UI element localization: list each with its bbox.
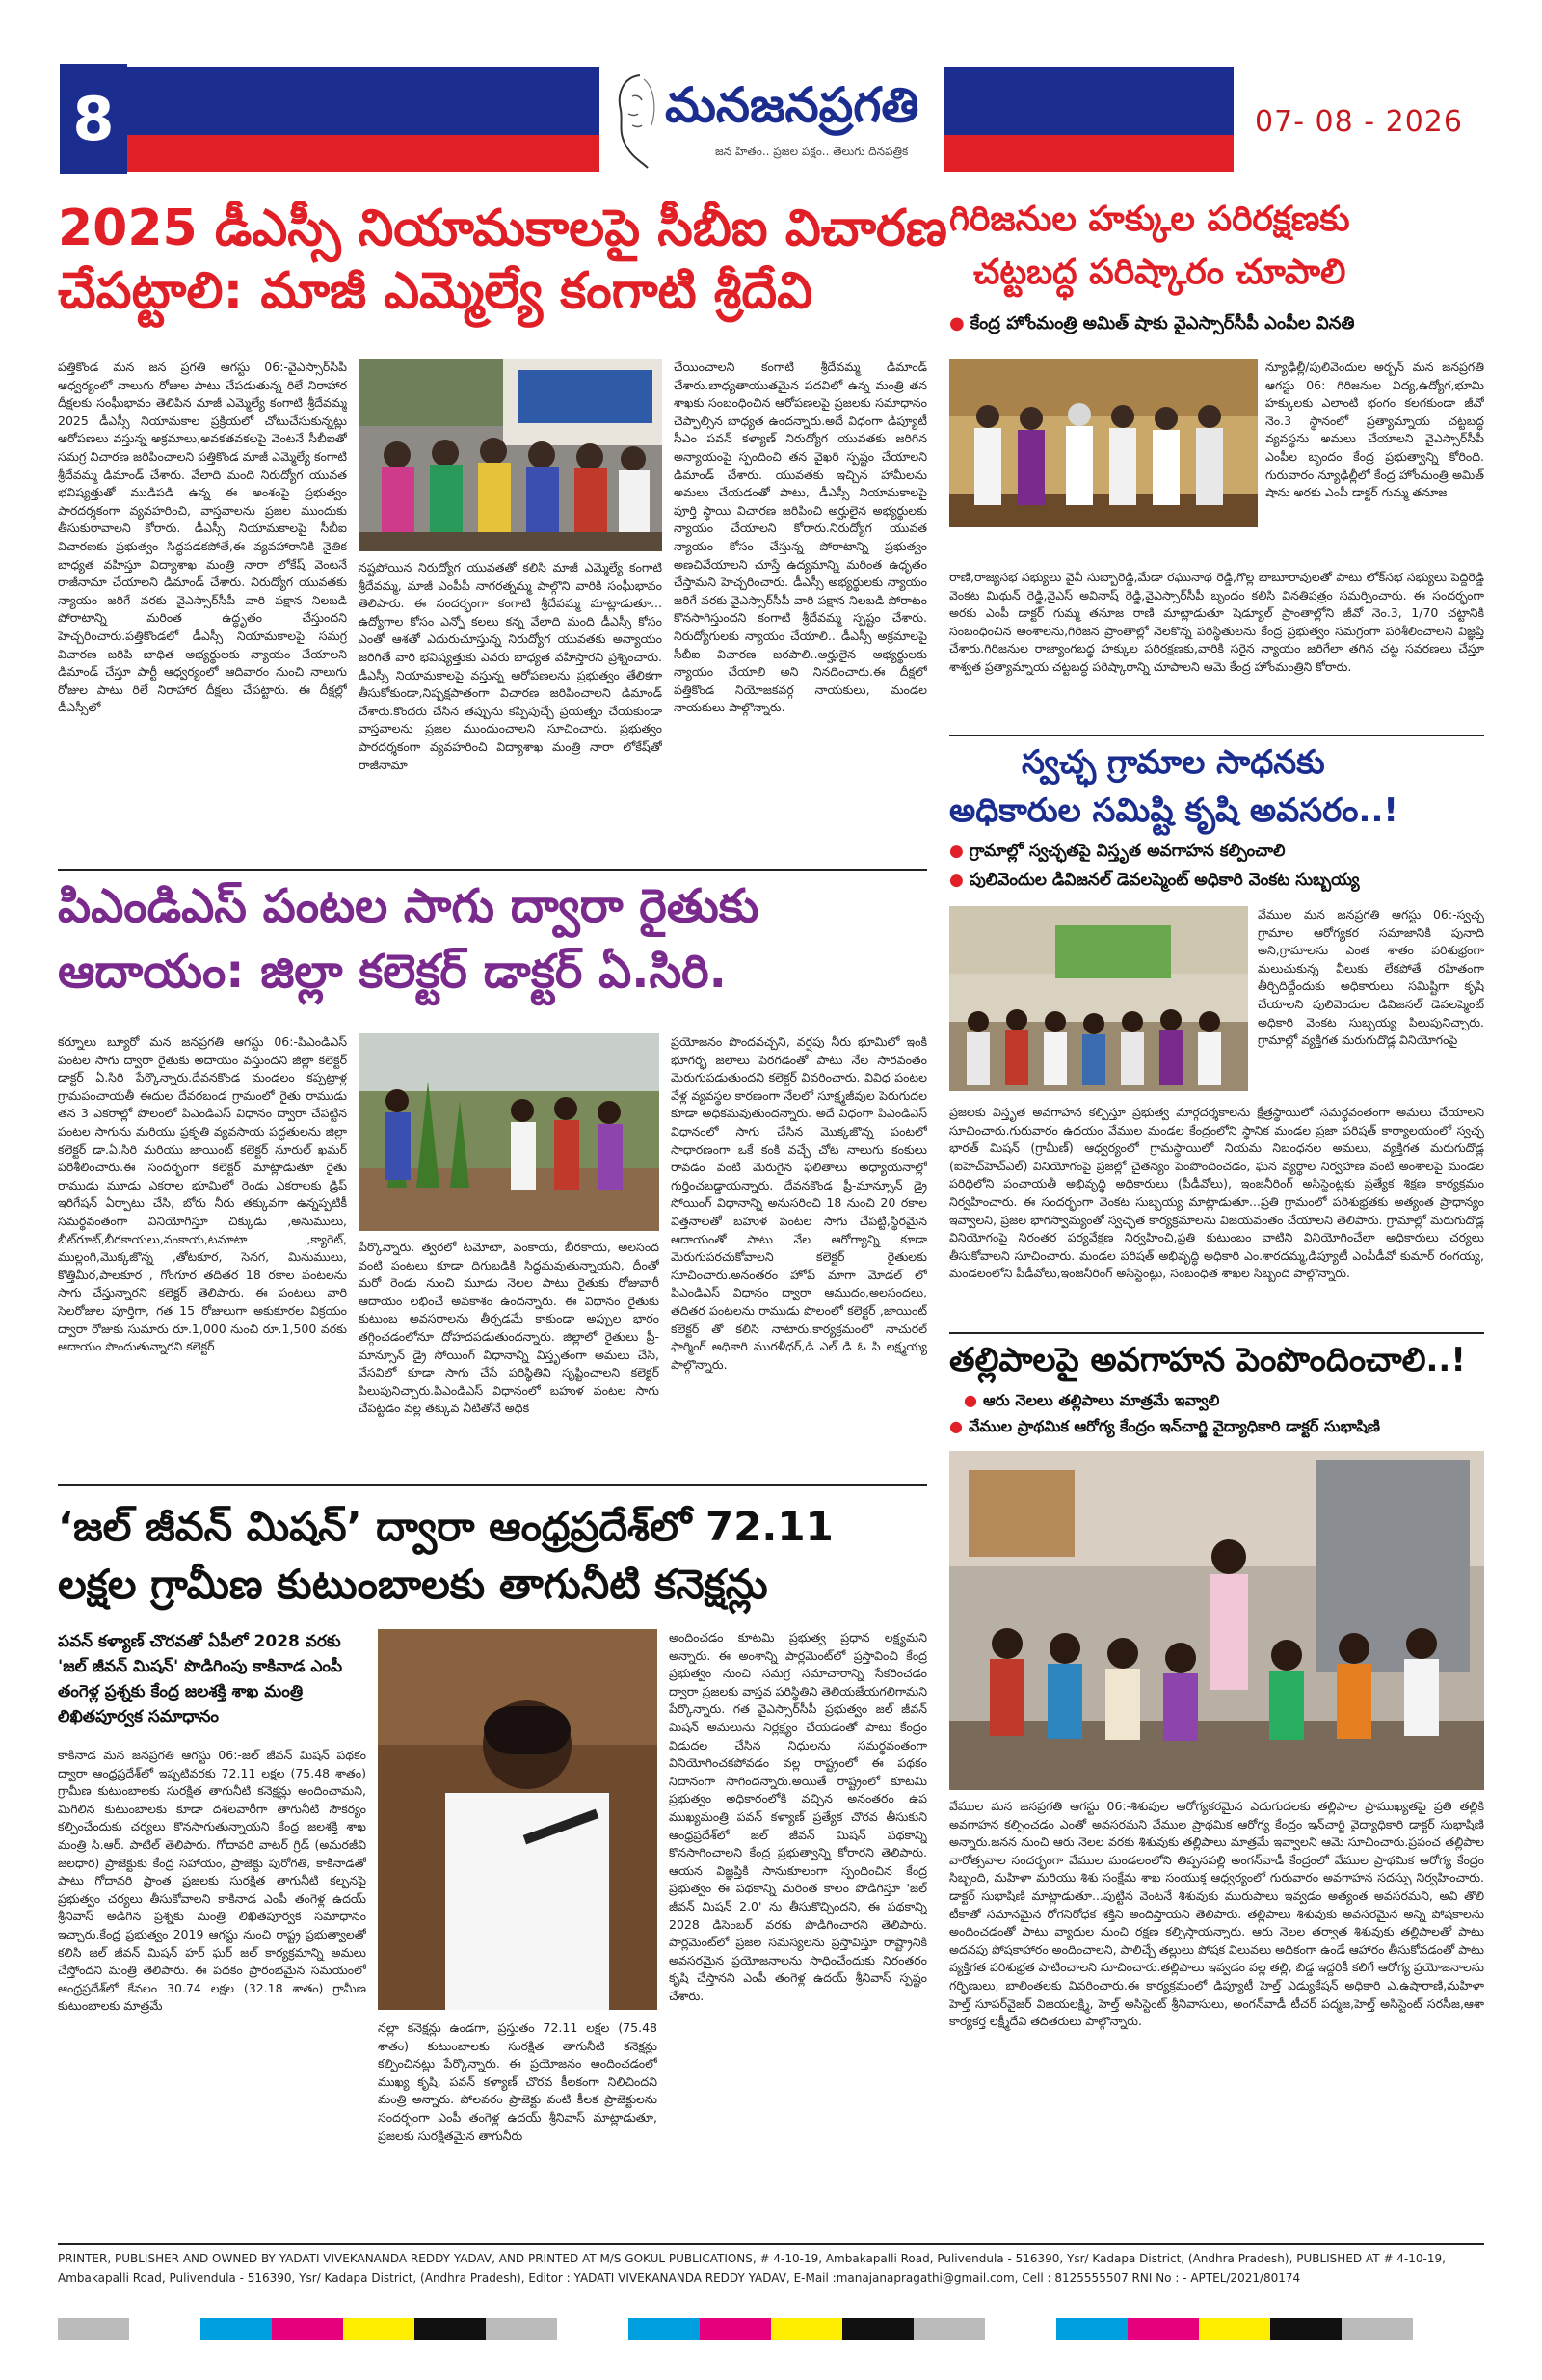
print-color-strip — [58, 2318, 1484, 2340]
story1-column-1: పత్తికొండ మన జన ప్రగతి ఆగస్టు 06:-వైఎస్సార్‌సీపీ ఆధ్వర్యంలో నాలుగు రోజుల పాటు చేపడుతున్న రిలే నిరాహార దీక్షలకు సంఘీభావం తెలిపిన మాజీ ఎమ్మెల్యే కంగాటి శ్రీదేవమ్మ 2025 డీఎస్సీ నియామకాల ప్రక్రియలో చోటుచేసుకున్నట్లు ఆరోపణలు వస్తున్న అక్రమాలు,అవకతవకలపై వెంటనే సీబీఐతో సమగ్ర విచారణ జరిపించాలని పత్తికొండ మాజీ ఎమ్మెల్యే కంగాటి శ్రీదేవమ్మ డిమాండ్ చేశారు. వేలాది మంది నిరుద్యోగ యువత భవిష్యత్తుతో ముడిపడి ఉన్న ఈ అంశంపై ప్రభుత్వం పారదర్శకంగా వ్యవహరించి, వాస్తవాలను ప్రజల ముందుకు తీసుకురావాలని కోరారు. డీఎస్సీ నియామకాలపై సీబీఐ విచారణకు ప్రభుత్వం సిద్ధపడకపోతే,ఈ వ్యవహారానికి నైతిక బాధ్యత వహిస్తూ విద్యాశాఖ మంత్రి నారా లోకేష్ వెంటనే రాజీనామా చేయాలని డిమాండ్ చేశారు. నిరుద్యోగ యువతకు న్యాయం జరిగే వరకు వైఎస్సార్‌సీపీ వారి పక్షాన నిలబడి పోరాటాన్ని మరింత ఉద్ధృతం చేస్తుందని హెచ్చరించారు.పత్తికొండలో డీఎస్సీ నియామకాలపై సమగ్ర విచారణ జరిపి బాధిత అభ్యర్థులకు న్యాయం చేయాలని డిమాండ్ చేస్తూ పార్టీ ఆధ్వర్యంలో ఆదివారం నుంచి నాలుగు రోజుల పాటు రిలే నిరాహార దీక్షలు చేపట్టారు. ఈ దీక్షల్లో డీఎస్సీలో — [58, 360, 347, 715]
story1-column-3: చేయించాలని కంగాటి శ్రీదేవమ్మ డిమాండ్ చేశారు.బాధ్యతాయుతమైన పదవిలో ఉన్న మంత్రి తన శాఖకు సంబంధించిన ఆరోపణలపై ప్రజలకు సమాధానం చెప్పాల్సిన బాధ్యత ఉందన్నారు.అదే విధంగా డిప్యూటీ సీఎం పవన్ కళ్యాణ్ నిరుద్యోగ యువతకు జరిగిన అన్యాయంపై స్పందించి తన వైఖరి స్పష్టం చేయాలని డిమాండ్ చేశారు. యువతకు ఇచ్చిన హామీలను అమలు చేయడంతో పాటు, డీఎస్సీ నియామకాలపై పూర్తి స్థాయి విచారణ జరిపించి అర్హులైన అభ్యర్థులకు న్యాయం చేయాలని కోరారు.నిరుద్యోగ యువత న్యాయం కోసం చేస్తున్న పోరాటాన్ని ప్రభుత్వం అణచివేయాలని చూస్తే ఉద్యమాన్ని మరింత ఉధృతం చేస్తామని హెచ్చరించారు. డీఎస్సీ అభ్యర్థులకు న్యాయం జరిగే వరకు వైఎస్సార్‌సీపీ వారి పక్షాన నిలబడి పోరాటం కొనసాగిస్తుందని కంగాటి శ్రీదేవమ్మ స్పష్టం చేశారు. నిరుద్యోగులకు న్యాయం చేయాలి.. డీఎస్సీ అక్రమాలపై సీబీఐ విచారణ జరపాలి..అర్హులైన అభ్యర్థులకు న్యాయం చేయాలి అని నినదించారు.ఈ దీక్షలో పత్తికొండ నియోజకవర్గ నాయకులు, మండల నాయకులు పాల్గొన్నారు. — [674, 360, 927, 715]
story4-body-full: ప్రజలకు విస్తృత అవగాహన కల్పిస్తూ ప్రభుత్వ మార్గదర్శకాలను క్షేత్రస్థాయిలో సమర్థవంతంగా అమలు చేయాలని సూచించారు.గురువారం ఉదయం వేముల మండల కేంద్రంలోని స్థానిక మండల ప్రజా పరిషత్ కార్యాలయంలో స్వచ్ఛ భారత్ మిషన్ (గ్రామీణ్) ఆధ్వర్యంలో గ్రామస్థాయిలో నియమ నిబంధనల అమలు, వ్యక్తిగత మరుగుదొడ్ల (ఐహెచ్‌హెచ్‌ఎల్) వినియోగంపై ప్రజల్లో చైతన్యం పెంపొందించడం, ఘన వ్యర్థాల నిర్వహణ వంటి అంశాలపై మండల పరిధిలోని పంచాయతీ అభివృద్ధి అధికారులు (పీడీవోలు), ఇంజనీరింగ్ అసిస్టెంట్లకు ప్రత్యేక శిక్షణ కార్యక్రమం నిర్వహించారు. ఈ సందర్భంగా వెంకట సుబ్బయ్య మాట్లాడుతూ...ప్రతి గ్రామంలో పరిశుభ్రతకు అత్యంత ప్రాధాన్యం ఇవ్వాలని, ప్రజల భాగస్వామ్యంతో స్వచ్ఛత కార్యక్రమాలను విజయవంతం చేయాలని తెలిపారు. గ్రామాల్లో మరుగుదొడ్ల వినియోగంపై నిరంతర పర్యవేక్షణ నిర్వహించి,ప్రతి కుటుంబం వాటిని వినియోగించేలా అధికారులు చర్యలు తీసుకోవాలని సూచించారు. మండల పరిషత్ అభివృద్ధి అధికారి ఎం.శారదమ్మ,డిప్యూటీ ఎంపీడీవో కుమార్ రంగయ్య, మండలంలోని పీడీవోలు,ఇంజనీరింగ్ అసిస్టెంట్లు, సంబంధిత శాఖల సిబ్బంది పాల్గొన్నారు. — [949, 1105, 1484, 1281]
story4-column-right: వేముల మన జనప్రగతి ఆగస్టు 06:-స్వచ్ఛ గ్రామాల ఆరోగ్యకర సమాజానికి పునాది అని,గ్రామాలను ఎంత శాతం పరిశుభ్రంగా మలుచుకున్న వీలుకు లేకపోతే రహితంగా తీర్చిదిద్దేందుకు అధికారులు సమిష్టిగా కృషి చేయాలని పులివెందుల డివిజనల్ డెవలప్మెంట్ అధికారి వెంకట సుబ్బయ్య పిలుపునిచ్చారు. గ్రామాల్లో వ్యక్తిగత మరుగుదొడ్ల వినియోగంపై — [1258, 907, 1484, 1048]
story2-body-full: రాణి,రాజ్యసభ సభ్యులు వైవీ సుబ్బారెడ్డి,మేడా రఘునాథ రెడ్డి,గొల్ల బాబూరావులతో పాటు లోక్‌సభ సభ్యులు పెద్దిరెడ్డి వెంకట మిథున్ రెడ్డి,వైఎస్ అవినాష్ రెడ్డి,వైఎస్సార్‌సీపీ బృందం కలిసి వినతిపత్రం సమర్పించారు. ఈ సందర్భంగా అరకు ఎంపీ డాక్టర్ గుమ్మ తనూజ రాణి మాట్లాడుతూ షెడ్యూల్ ప్రాంతాల్లోని జీవో నెం.3, 1/70 చట్టానికి సంబంధించిన అంశాలను,గిరిజన ప్రాంతాల్లో నెలకొన్న పరిస్థితులను కేంద్ర ప్రభుత్వం సమగ్రంగా పరిశీలించాలని విజ్ఞప్తి చేశారు.గిరిజనుల రాజ్యాంగబద్ధ హక్కుల పరిరక్షణకు,వారికి సరైన న్యాయం జరిగేలా తగిన చట్ట సవరణలు చేస్తూ శాశ్వత ప్రత్యామ్నాయ చట్టబద్ధ పరిష్కారాన్ని చూపాలని ఆమె కేంద్ర హోంమంత్రిని కోరారు. — [949, 570, 1484, 674]
divider — [949, 1332, 1484, 1334]
story2-column-right: న్యూఢిల్లీ/పులివెందుల అర్బన్ మన జనప్రగతి ఆగస్టు 06: గిరిజనుల విద్య,ఉద్యోగ,భూమి హక్కులకు ఎలాంటి భంగం కలగకుండా జీవో నెం.3 స్థానంలో ప్రత్యామ్నాయ చట్టబద్ధ వ్యవస్థను అమలు చేయాలని వైఎస్సార్‌సీపీ ఎంపీల బృందం కేంద్ర ప్రభుత్వాన్ని కోరింది. గురువారం న్యూఢిల్లీలో కేంద్ర హోంమంత్రి అమిత్ షాను అరకు ఎంపీ డాక్టర్ గుమ్మ తనూజ — [1265, 360, 1484, 500]
newspaper-logo — [599, 64, 944, 174]
story1-headline-line2: చేపట్టాలి: మాజీ ఎమ్మెల్యే కంగాటి శ్రీదేవి — [58, 262, 813, 320]
footer-rule — [58, 2243, 1484, 2245]
crop-field-inspection-photo-image — [359, 1033, 659, 1231]
story5-photo — [949, 1451, 1484, 1790]
breastfeeding-awareness-photo-image — [949, 1451, 1484, 1790]
story5-bullet-1: ● ఆరు నెలలు తల్లిపాలు మాత్రమే ఇవ్వాలి — [964, 1391, 1219, 1413]
story1-photo — [359, 359, 662, 551]
story4-headline-line1: స్వచ్ఛ గ్రామాల సాధనకు — [1022, 743, 1325, 782]
story3-column-2: పేర్కొన్నారు. త్వరలో టమోటా, వంకాయ, బీరకాయ, అలసంద వంటి పంటలు కూడా దిగుబడికి సిద్ధమవుతున్నాయని, దీంతో మరో రెండు నుంచి మూడు నెలల పాటు రైతుకు రోజువారీ ఆదాయం లభించే అవకాశం ఉందన్నారు. ఈ విధానం రైతుకు కుటుంబ అవసరాలను తీర్చడమే కాకుండా అప్పుల భారం తగ్గించడంలోనూ దోహదపడుతుందన్నారు. జిల్లాలో రైతులు ప్రీ-మాన్సూన్ డ్రై సోయింగ్ విధానాన్ని విస్తృతంగా అమలు చేసి, వేసవిలో కూడా సాగు చేసే పరిస్థితిని సృష్టించాలని కలెక్టర్ పిలుపునిచ్చారు.పిఎండిఎస్ విధానంలో బహుళ పంటల సాగు చేపట్టడం వల్ల తక్కువ నీటితోనే అధిక — [359, 1240, 659, 1416]
story5-body: వేముల మన జనప్రగతి ఆగస్టు 06:-శిశువుల ఆరోగ్యకరమైన ఎదుగుదలకు తల్లిపాల ప్రాముఖ్యతపై ప్రతి తల్లికి అవగాహన కల్పించడం ఎంతో అవసరమని వేముల ప్రాథమిక ఆరోగ్య కేంద్రం ఇన్‌చార్జి వైద్యాధికారి డాక్టర్ సుభాషిణి అన్నారు.జనన నుంచి ఆరు నెలల వరకు శిశువుకు తల్లిపాలు మాత్రమే ఇవ్వాలని ఆమె సూచించారు.ప్రపంచ తల్లిపాల వారోత్సవాల సందర్భంగా వేముల మండలంలోని తిప్పనపల్లి అంగన్‌వాడీ కేంద్రంలో వేముల ప్రాథమిక ఆరోగ్య కేంద్రం సిబ్బంది, మహిళా మరియు శిశు సంక్షేమ శాఖ సంయుక్త ఆధ్వర్యంలో గురువారం అవగాహన సదస్సు నిర్వహించారు. డాక్టర్ సుభాషిణి మాట్లాడుతూ...పుట్టిన వెంటనే శిశువుకు మురుపాలు ఇవ్వడం అత్యంత అవసరమని, అవి తొలి టీకాతో సమానమైన రోగనిరోధక శక్తిని అందిస్తాయని తెలిపారు. తల్లిపాలు శిశువుకు అవసరమైన అన్ని పోషకాలను అందించడంతో పాటు వ్యాధుల నుంచి రక్షణ కల్పిస్తాయన్నారు. ఆరు నెలల తర్వాత శిశువుకు తల్లిపాలతో పాటు అదనపు పోషకాహారం అందించాలని, పాలిచ్చే తల్లులు పోషక విలువలు అధికంగా ఉండే ఆహారం తీసుకోవడంతో పాటు వ్యక్తిగత పరిశుభ్రత పాటించాలని సూచించారు.తల్లిపాలు ఇవ్వడం వల్ల తల్లి, బిడ్డ ఇద్దరికీ కలిగే ఆరోగ్య ప్రయోజనాలను గర్భిణులు, బాలింతలకు వివరించారు.ఈ కార్యక్రమంలో డిప్యూటీ హెల్త్ ఎడ్యుకేషన్ అధికారి ఎ.ఉషారాణి,మహిళా హెల్త్ సూపర్‌వైజర్ విజయలక్ష్మి, హెల్త్ అసిస్టెంట్ శ్రీనివాసులు, అంగన్‌వాడీ టీచర్ పద్మజ,హెల్త్ అసిస్టెంట్ సరసీజ,ఆశా కార్యకర్త లక్ష్మీదేవి తదితరులు పాల్గొన్నారు. — [949, 1799, 1484, 2029]
story6-column-1: కాకినాడ మన జనప్రగతి ఆగస్టు 06:-జల్ జీవన్ మిషన్ పథకం ద్వారా ఆంధ్రప్రదేశ్‌లో ఇప్పటివరకు 72.11 లక్షల (75.48 శాతం) గ్రామీణ కుటుంబాలకు సురక్షిత తాగునీటి కనెక్షన్లు అందించామని, మిగిలిన కుటుంబాలకు కూడా దశలవారీగా తాగునీటి సౌకర్యం కల్పించేందుకు చర్యలు కొనసాగుతున్నాయని కేంద్ర జలశక్తి శాఖ మంత్రి సి.ఆర్. పాటిల్ తెలిపారు. గోదావరి వాటర్ గ్రిడ్ (అమరజీవి జలధార) ప్రాజెక్టుకు కేంద్ర సహాయం, ప్రాజెక్టు పురోగతి, కాకినాడతో పాటు గోదావరి ప్రాంత ప్రజలకు సురక్షిత తాగునీటి కల్పనపై ప్రభుత్వం చర్యలు తీసుకోవాలని కాకినాడ ఎంపీ తంగెళ్ల ఉదయ్ శ్రీనివాస్ అడిగిన ప్రశ్నకు మంత్రి లిఖితపూర్వక సమాధానం ఇచ్చారు.కేంద్ర ప్రభుత్వం 2019 ఆగస్టు నుంచి రాష్ట్ర ప్రభుత్వాలతో కలిసి జల్ జీవన్ మిషన్ హర్ ఘర్ జల్ కార్యక్రమాన్ని అమలు చేస్తోందని మంత్రి తెలిపారు. ఈ పథకం ప్రారంభమైన సమయంలో ఆంధ్రప్రదేశ్‌లో కేవలం 30.74 లక్షల (32.18 శాతం) గ్రామీణ కుటుంబాలకు మాత్రమే — [58, 1748, 366, 2014]
printer-imprint: PRINTER, PUBLISHER AND OWNED BY YADATI VIVEKANANDA REDDY YADAV, AND PRINTED AT M/S GOKUL PUBLICATIONS, # 4-10-19, Ambakapalli Road, Pulivendula - 516390, Ysr/ Kadapa District, (Andhra Pradesh), PUBLISHED AT # 4-10-19, Ambakapalli Road, Pulivendula - 516390, Ysr/ Kadapa District, (Andhra Pradesh), Editor : YADATI VIVEKANANDA REDDY YADAV, E-Mail :manajanapragathi@gmail.com, Cell : 8125555507 RNI No : - APTEL/2021/80174 — [58, 2252, 1446, 2285]
masthead — [0, 0, 1542, 183]
divider — [949, 735, 1484, 736]
story3-photo — [359, 1033, 659, 1231]
face-sketch-icon — [603, 67, 661, 170]
divider — [58, 869, 927, 871]
mp-parliament-speech-photo-image — [378, 1629, 657, 2010]
story2-bullet: ● కేంద్ర హోంమంత్రి అమిత్ షాకు వైఎస్సార్‌సీపీ ఎంపీల వినతి — [949, 313, 1354, 337]
story4-headline-line2: అధికారుల సమిష్టి కృషి అవసరం..! — [949, 791, 1398, 830]
ministers-meeting-photo-image — [949, 359, 1258, 527]
story6-headline-line1: ‘జల్ జీవన్ మిషన్’ ద్వారా ఆంధ్రప్రదేశ్‌లో 72.11 — [58, 1503, 834, 1550]
masthead-bar-blue-right — [944, 67, 1234, 135]
masthead-bar-blue-left — [127, 67, 599, 135]
story3-column-3: ప్రయోజనం పొందవచ్చని, వర్షపు నీరు భూమిలో ఇంకి భూగర్భ జలాలు పెరగడంతో పాటు నేల సారవంతం మెరుగుపడుతుందని కలెక్టర్ వివరించారు. వివిధ పంటల వేళ్ల వ్యవస్థల కారణంగా నేలలో సూక్ష్మజీవుల పెరుగుదల కూడా అధికమవుతుందన్నారు. అదే విధంగా పిఎండిఎస్ విధానంలో సాగు చేసిన మొక్కజొన్న పంటలో సాధారణంగా ఒకే కంకి వచ్చే చోట నాలుగు కంకులు రావడం వంటి మెరుగైన ఫలితాలు అధ్యాయనాల్లో గుర్తించబడ్డాయన్నారు. దేవనకొండ ప్రీ-మాన్సూన్ డ్రై సోయింగ్ విధానాన్ని అనుసరించి 18 నుంచి 20 రకాల విత్తనాలతో బహుళ పంటల సాగు చేపట్టి,స్థిరమైన ఆదాయంతో పాటు నేల ఆరోగ్యాన్ని కూడా మెరుగుపరచుకోవాలని కలెక్టర్ రైతులకు సూచించారు.అనంతరం హోప్ మాగా మోడల్ లో పిఎండిఎస్ విధానం ద్వారా ఆముదం,అలసందలు, తదితర పంటలను రాముడు పొలంలో కలెక్టర్ ,జాయింట్ కలెక్టర్ తో కలిసి నాటారు.కార్యక్రమంలో నాచురల్ ఫార్మింగ్ అధికారి మురళీధర్,డి ఎల్ డి ఓ పి లక్ష్మయ్య పాల్గొన్నారు. — [671, 1034, 927, 1372]
story4-bullet-1: ● గ్రామాల్లో స్వచ్ఛతపై విస్తృత అవగాహన కల్పించాలి — [949, 842, 1285, 865]
protest-photo-image — [359, 359, 662, 551]
story2-headline-line2: చట్టబద్ధ పరిష్కారం చూపాలి — [973, 253, 1346, 292]
story3-headline-line2: ఆదాయం: జిల్లా కలెక్టర్ డాక్టర్ ఏ.సిరి. — [58, 945, 727, 999]
story2-photo — [949, 359, 1258, 527]
story3-column-1: కర్నూలు బ్యూరో మన జనప్రగతి ఆగస్టు 06:-పిఎండిఎస్ పంటల సాగు ద్వారా రైతుకు అదాయం వస్తుందని జిల్లా కలెక్టర్ డాక్టర్ ఏ.సిరి పేర్కొన్నారు.దేవనకొండ మండలం కప్పట్రాళ్ల గ్రామపంచాయతీ ఈదుల దేవరబండ గ్రామంలో రైతు రాముడు తన 3 ఎకరాల్లో పొలంలో పిఎండిఎస్ విధానం ద్వారా చేపట్టిన పంటల సాగును మరియు ప్రకృతి వ్యవసాయ పద్ధతులను జిల్లా కలెక్టర్ డా.ఏ.సిరి మరియు జాయింట్ కలెక్టర్ నూరుల్ ఖమర్ పరిశీలించారు.ఈ సందర్భంగా కలెక్టర్ మాట్లాడుతూ రైతు రాముడు మూడు ఎకరాల భూమిలో రెండు ఎకరాలకు డ్రిప్ ఇరిగేషన్ ఏర్పాటు చేసి, బోరు నీరు తక్కువగా ఉన్నప్పటికీ సమర్థవంతంగా వినియోగిస్తూ చిక్కుడు ,అనుములు, బీట్‌రూట్,బీరకాయలు,వంకాయ,టమాటా ,క్యారెట్, ముల్లంగి,మొక్కజొన్న ,తోటకూర, సెనగ, మినుములు, కొత్తిమీర,పాలకూర , గోంగూర తదితర 18 రకాల పంటలను సాగు చేస్తున్నారని కలెక్టర్ తెలిపారు. ఈ పంటలు వారి సెలరోజుల పూర్తిగా, గత 15 రోజులుగా అకుకూరల విక్రయం ద్వారా రోజుకు సుమారు రూ.1,000 నుంచి రూ.1,500 వరకు ఆదాయం పొందుతున్నారని కలెక్టర్ — [58, 1034, 347, 1354]
story6-column-3: అందించడం కూటమి ప్రభుత్వ ప్రధాన లక్ష్యమని అన్నారు. ఈ అంశాన్ని పార్లమెంట్‌లో ప్రస్తావించి కేంద్ర ప్రభుత్వం నుంచి సమగ్ర సమాచారాన్ని సేకరించడం ద్వారా ప్రజలకు వాస్తవ పరిస్థితిని తెలియజేయగలిగామని పేర్కొన్నారు. గత వైఎస్సార్‌సీపీ ప్రభుత్వం జల్ జీవన్ మిషన్ అమలును నిర్లక్ష్యం చేయడంతో పాటు కేంద్రం విడుదల చేసిన నిధులను సమర్థవంతంగా వినియోగించకపోవడం వల్ల రాష్ట్రంలో ఈ పథకం నిదానంగా సాగిందన్నారు.అయితే రాష్ట్రంలో కూటమి ప్రభుత్వం అధికారంలోకి వచ్చిన అనంతరం ఉప ముఖ్యమంత్రి పవన్ కళ్యాణ్ ప్రత్యేక చొరవ తీసుకుని ఆంధ్రప్రదేశ్‌లో జల్ జీవన్ మిషన్ పథకాన్ని కొనసాగించాలని కేంద్ర ప్రభుత్వాన్ని కోరారని తెలిపారు. ఆయన విజ్ఞప్తికి సానుకూలంగా స్పందించిన కేంద్ర ప్రభుత్వం ఈ పథకాన్ని మరింత కాలం పొడిగిస్తూ 'జల్ జీవన్ మిషన్ 2.0' ను తీసుకొచ్చిందని, ఈ పథకాన్ని 2028 డిసెంబర్ వరకు పొడిగించారని తెలిపారు. పార్లమెంట్‌లో ప్రజల సమస్యలను ప్రస్తావిస్తూ రాష్ట్రానికి అవసరమైన ప్రయోజనాలను సాధించేందుకు నిరంతరం కృషి చేస్తానని ఎంపీ తంగెళ్ల ఉదయ్ శ్రీనివాస్ స్పష్టం చేశారు. — [669, 1630, 927, 2003]
story6-photo — [378, 1629, 657, 2010]
story6-column-2: నల్లా కనెక్షన్లు ఉండగా, ప్రస్తుతం 72.11 లక్షల (75.48 శాతం) కుటుంబాలకు సురక్షిత తాగునీటి కనెక్షన్లు కల్పించినట్లు పేర్కొన్నారు. ఈ ప్రయోజనం అందించడంలో ముఖ్య కృషి, పవన్ కళ్యాణ్ చొరవ కీలకంగా నిలిచిందని మంత్రి అన్నారు. పోలవరం ప్రాజెక్టు వంటి కీలక ప్రాజెక్టులను సందర్భంగా ఎంపీ తంగెళ్ల ఉదయ్ శ్రీనివాస్ మాట్లాడుతూ, ప్రజలకు సురక్షితమైన తాగునీరు — [378, 2020, 657, 2143]
story4-bullet-2: ● పులివెందుల డివిజనల్ డెవలప్మెంట్ అధికారి వెంకట సుబ్బయ్య — [949, 870, 1360, 894]
story5-headline: తల్లిపాలపై అవగాహన పెంపొందించాలి..! — [949, 1341, 1466, 1379]
story6-subhead: పవన్ కళ్యాణ్ చొరవతో ఏపీలో 2028 వరకు 'జల్ జీవన్ మిషన్' పొడిగింపు కాకినాడ ఎంపీ తంగెళ్ల ప్రశ్నకు కేంద్ర జలశక్తి శాఖ మంత్రి లిఖితపూర్వక సమాధానం — [58, 1632, 343, 1726]
page-number: 8 — [60, 64, 127, 174]
masthead-bar-red-left — [127, 135, 599, 172]
logo-tagline: జన హితం.. ప్రజల పక్షం.. తెలుగు దినపత్రిక — [715, 145, 909, 158]
issue-date: 07- 08 - 2026 — [1255, 104, 1463, 139]
story1-column-2: నష్టపోయిన నిరుద్యోగ యువతతో కలిసి మాజీ ఎమ్మెల్యే కంగాటి శ్రీదేవమ్మ, మాజీ ఎంపీపీ నాగరత్నమ్మ పాల్గొని వారికి సంఘీభావం తెలిపారు. ఈ సందర్భంగా కంగాటి శ్రీదేవమ్మ మాట్లాడుతూ... ఉద్యోగాల కోసం ఎన్నో కలలు కన్న వేలాది మంది డీఎస్సీ కోసం ఎంతో ఆశతో ఎదురుచూస్తున్న నిరుద్యోగ యువతకు అన్యాయం జరిగితే వారి భవిష్యత్తుకు ఎవరు బాధ్యత వహిస్తారని ప్రశ్నించారు. డీఎస్సీ నియామకాలపై వస్తున్న ఆరోపణలను ప్రభుత్వం తేలికగా తీసుకోకుండా,నిష్పక్షపాతంగా విచారణ జరిపించాలని డిమాండ్ చేశారు.కొందరు చేసిన తప్పును కప్పిపుచ్చే ప్రయత్నం చేయకుండా వాస్తవాలను ప్రజల ముందుంచాలని సూచించారు. ప్రభుత్వం పారదర్శకంగా వ్యవహరించి విద్యాశాఖ మంత్రి నారా లోకేష్‌తో రాజీనామా — [359, 560, 662, 772]
training-hall-photo-image — [949, 906, 1248, 1091]
story3-headline-line1: పిఎండిఎస్ పంటల సాగు ద్వారా రైతుకు — [58, 879, 759, 933]
story4-photo — [949, 906, 1248, 1091]
masthead-bar-red-right — [944, 135, 1234, 172]
story1-headline-line1: 2025 డీఎస్సీ నియామకాలపై సీబీఐ విచారణ — [58, 200, 947, 257]
story2-headline-line1: గిరిజనుల హక్కుల పరిరక్షణకు — [949, 200, 1350, 239]
divider — [58, 1484, 927, 1486]
story5-bullet-2: ● వేముల ప్రాథమిక ఆరోగ్య కేంద్రం ఇన్‌చార్జి వైద్యాధికారి డాక్టర్ సుభాషిణి — [949, 1417, 1380, 1439]
story6-headline-line2: లక్షల గ్రామీణ కుటుంబాలకు తాగునీటి కనెక్షన్లు — [58, 1561, 768, 1608]
logo-name: మనజనప్రగతి — [665, 77, 919, 133]
